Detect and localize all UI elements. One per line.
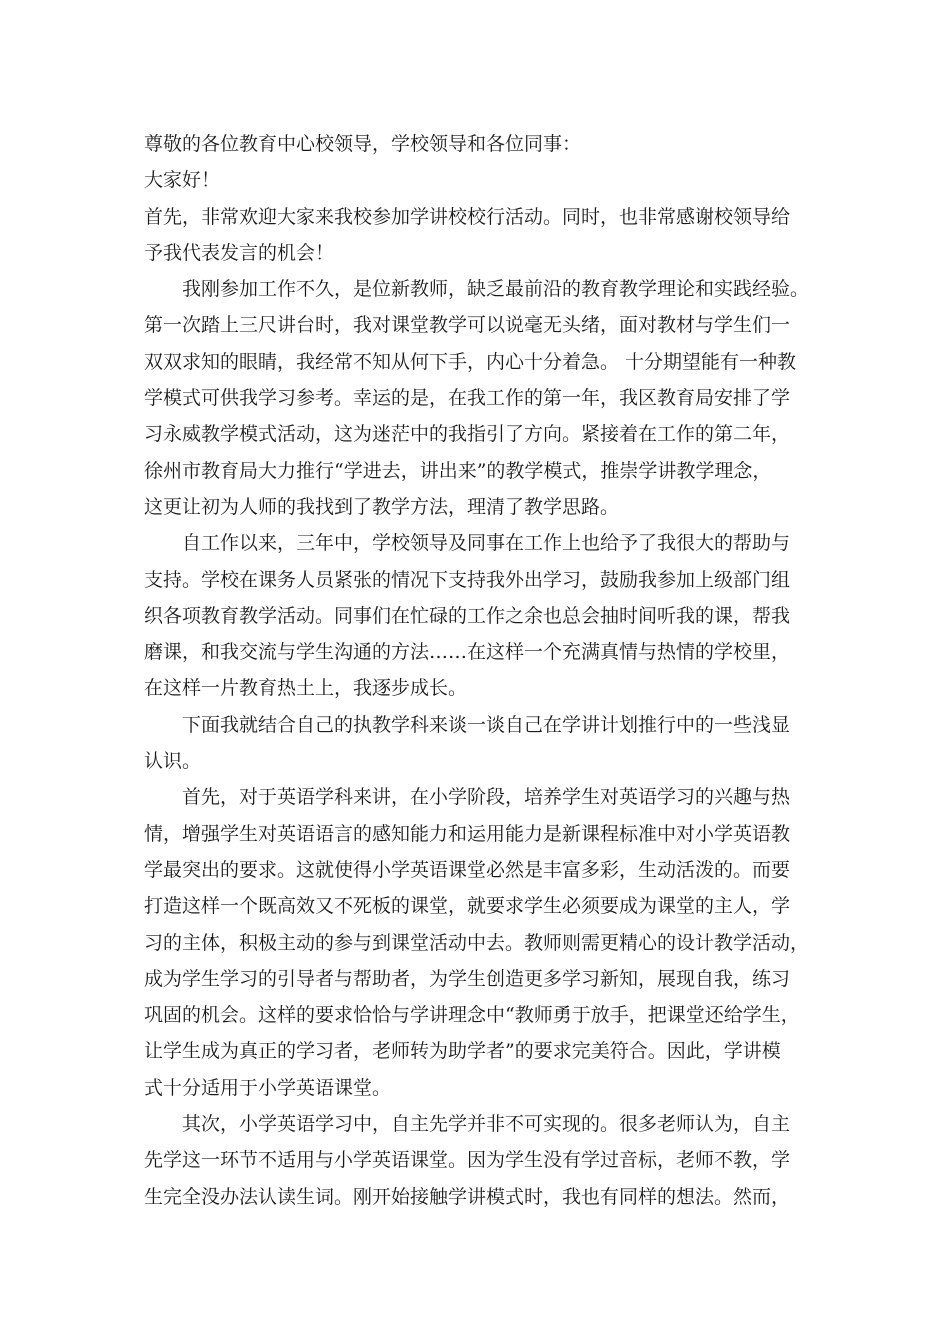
paragraph-line: 情，增强学生对英语语言的感知能力和运用能力是新课程标准中对小学英语教 — [144, 822, 791, 845]
paragraph-line: 自工作以来，三年中，学校领导及同事在工作上也给予了我很大的帮助与 — [182, 532, 791, 555]
paragraph-line: 在这样一片教育热土上，我逐步成长。 — [144, 677, 468, 700]
paragraph-line: 双双求知的眼睛，我经常不知从何下手，内心十分着急。 十分期望能有一种教 — [144, 350, 797, 373]
paragraph-line: 习的主体，积极主动的参与到课堂活动中去。教师则需更精心的设计教学活动， — [144, 931, 810, 954]
document-body — [144, 126, 824, 1215]
paragraph-line: 式十分适用于小学英语课堂。 — [144, 1076, 392, 1099]
paragraph-line: 巩固的机会。这样的要求恰恰与学讲理念中“教师勇于放手，把课堂还给学生， — [144, 1004, 800, 1027]
paragraph-line: 首先，非常欢迎大家来我校参加学讲校校行活动。同时，也非常感谢校领导给 — [144, 205, 791, 228]
greeting: 大家好！ — [144, 169, 221, 192]
paragraph-line: 其次，小学英语学习中，自主先学并非不可实现的。很多老师认为，自主 — [182, 1113, 791, 1136]
paragraph-line: 学模式可供我学习参考。幸运的是，在我工作的第一年，我区教育局安排了学 — [144, 387, 791, 410]
paragraph-line: 先学这一环节不适用与小学英语课堂。因为学生没有学过音标，老师不教，学 — [144, 1149, 791, 1172]
paragraph-line: 习永威教学模式活动，这为迷茫中的我指引了方向。紧接着在工作的第二年， — [144, 423, 791, 446]
paragraph-line: 让学生成为真正的学习者，老师转为助学者”的要求完美符合。因此，学讲模 — [144, 1040, 781, 1063]
paragraph-line: 我刚参加工作不久，是位新教师，缺乏最前沿的教育教学理论和实践经验。 — [182, 278, 810, 301]
paragraph-line: 磨课，和我交流与学生沟通的方法……在这样一个充满真情与热情的学校里， — [144, 641, 791, 664]
paragraph-line: 这更让初为人师的我找到了教学方法，理清了教学思路。 — [144, 495, 620, 518]
paragraph-line: 下面我就结合自己的执教学科来谈一谈自己在学讲计划推行中的一些浅显 — [182, 713, 791, 736]
paragraph-line: 打造这样一个既高效又不死板的课堂，就要求学生必须要成为课堂的主人，学 — [144, 895, 791, 918]
paragraph-line: 第一次踏上三尺讲台时，我对课堂教学可以说毫无头绪，面对教材与学生们一 — [144, 314, 791, 337]
salutation: 尊敬的各位教育中心校领导，学校领导和各位同事： — [144, 133, 582, 155]
paragraph-line: 学最突出的要求。这就使得小学英语课堂必然是丰富多彩，生动活泼的。而要 — [144, 858, 791, 881]
paragraph-line: 认识。 — [144, 750, 202, 773]
paragraph-line: 织各项教育教学活动。同事们在忙碌的工作之余也总会抽时间听我的课，帮我 — [144, 604, 791, 627]
paragraph-line: 予我代表发言的机会！ — [144, 241, 335, 264]
paragraph-line: 支持。学校在课务人员紧张的情况下支持我外出学习，鼓励我参加上级部门组 — [144, 568, 791, 591]
paragraph-line: 成为学生学习的引导者与帮助者，为学生创造更多学习新知，展现自我，练习 — [144, 967, 791, 990]
paragraph-line: 徐州市教育局大力推行“学进去，讲出来”的教学模式，推崇学讲教学理念， — [144, 459, 772, 482]
paragraph-line: 首先，对于英语学科来讲，在小学阶段，培养学生对英语学习的兴趣与热 — [182, 786, 791, 809]
paragraph-line: 生完全没办法认读生词。刚开始接触学讲模式时，我也有同样的想法。然而， — [144, 1185, 791, 1208]
